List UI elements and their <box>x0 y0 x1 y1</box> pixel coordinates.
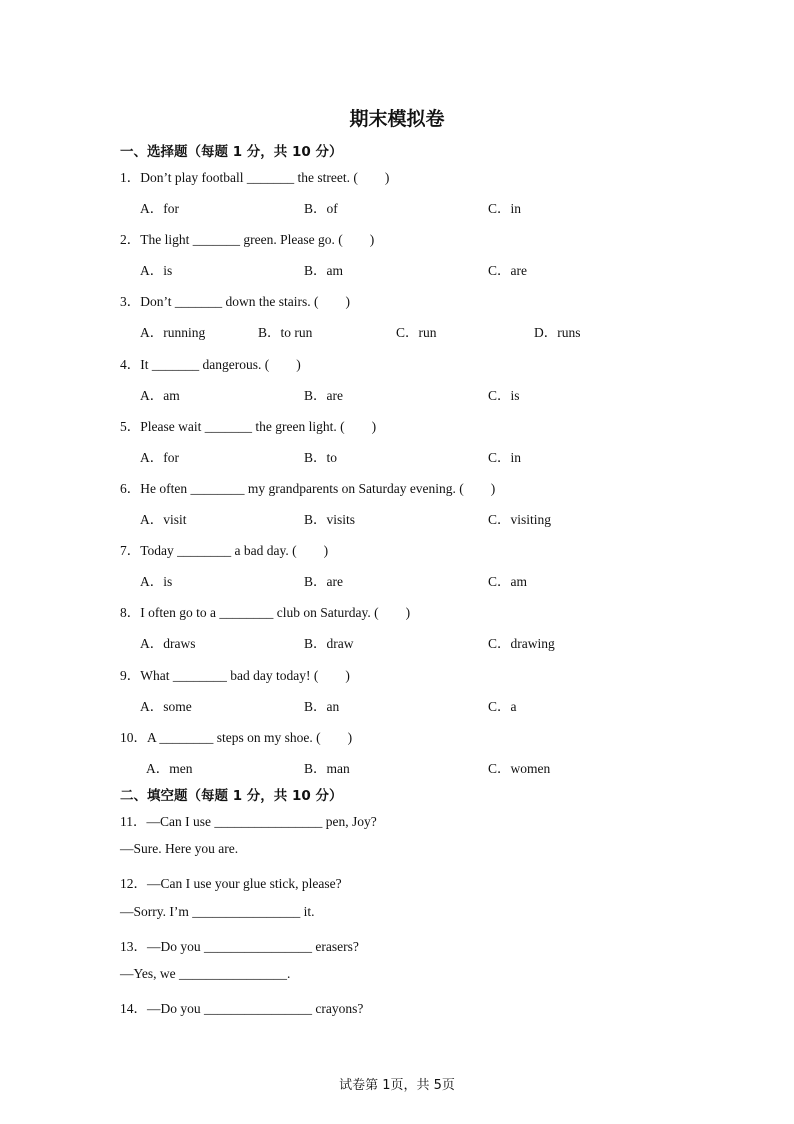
fill-line: —Yes, we ________________. <box>120 966 291 981</box>
answer-option: A．visit <box>140 512 187 527</box>
fill-line: 14．—Do you ________________ crayons? <box>120 1001 364 1017</box>
question-stem: 4．It _______ dangerous. ( ) <box>120 356 301 372</box>
answer-option: C．is <box>488 387 520 403</box>
answer-option: C．are <box>488 263 527 279</box>
answer-option: A．some <box>140 698 192 714</box>
answer-option: C．in <box>488 201 522 216</box>
question-stem: 10．A ________ steps on my shoe. ( ) <box>120 729 353 745</box>
answer-option: A．running <box>140 325 206 341</box>
answer-option: C．am <box>488 574 527 590</box>
answer-option: C．visiting <box>488 512 552 527</box>
question-stem: 7．Today ________ a bad day. ( ) <box>120 543 329 559</box>
question-stem: 8．I often go to a ________ club on Saturday. ( ) <box>120 605 411 621</box>
answer-option: B．to run <box>258 325 313 341</box>
page-footer: 试卷第 1页，共 5页 <box>339 1078 455 1093</box>
answer-option: A．men <box>146 760 193 776</box>
answer-option: C．run <box>396 325 437 341</box>
answer-option: B．of <box>304 201 338 216</box>
section-2-heading: 二、填空题（每题 1 分，共 10 分） <box>120 788 343 804</box>
answer-option: B．are <box>304 387 343 403</box>
question-stem: 1．Don’t play football _______ the street. ( ) <box>120 170 390 185</box>
answer-option: B．draw <box>304 636 354 652</box>
answer-option: C．women <box>488 760 551 776</box>
page-title: 期末模拟卷 <box>349 108 445 130</box>
answer-option: C．drawing <box>488 636 555 652</box>
answer-option: B．are <box>304 574 343 590</box>
answer-option: B．to <box>304 449 338 465</box>
answer-option: A．for <box>140 449 179 465</box>
answer-option: B．visits <box>304 512 356 527</box>
question-stem: 2．The light _______ green. Please go. ( ) <box>120 232 375 248</box>
answer-option: A．is <box>140 263 173 279</box>
answer-option: A．is <box>140 574 173 590</box>
section-1-heading: 一、选择题（每题 1 分，共 10 分） <box>120 144 343 160</box>
question-stem: 3．Don’t _______ down the stairs. ( ) <box>120 294 350 310</box>
fill-line: 13．—Do you ________________ erasers? <box>120 938 359 954</box>
answer-option: C．a <box>488 698 517 714</box>
answer-option: B．an <box>304 698 340 714</box>
fill-line: —Sure. Here you are. <box>120 841 239 857</box>
answer-option: A．for <box>140 201 179 216</box>
question-stem: 6．He often ________ my grandparents on Saturday evening. ( ) <box>120 481 496 496</box>
question-stem: 5．Please wait _______ the green light. ( ) <box>120 418 377 434</box>
fill-line: —Sorry. I’m ________________ it. <box>120 903 315 919</box>
question-stem: 9．What ________ bad day today! ( ) <box>120 667 350 683</box>
answer-option: B．am <box>304 263 343 279</box>
fill-line: 11．—Can I use ________________ pen, Joy? <box>120 814 377 829</box>
answer-option: A．draws <box>140 636 196 652</box>
fill-line: 12．—Can I use your glue stick, please? <box>120 876 342 892</box>
answer-option: B．man <box>304 760 350 776</box>
answer-option: D．runs <box>534 325 581 341</box>
answer-option: C．in <box>488 449 522 465</box>
answer-option: A．am <box>140 387 180 403</box>
